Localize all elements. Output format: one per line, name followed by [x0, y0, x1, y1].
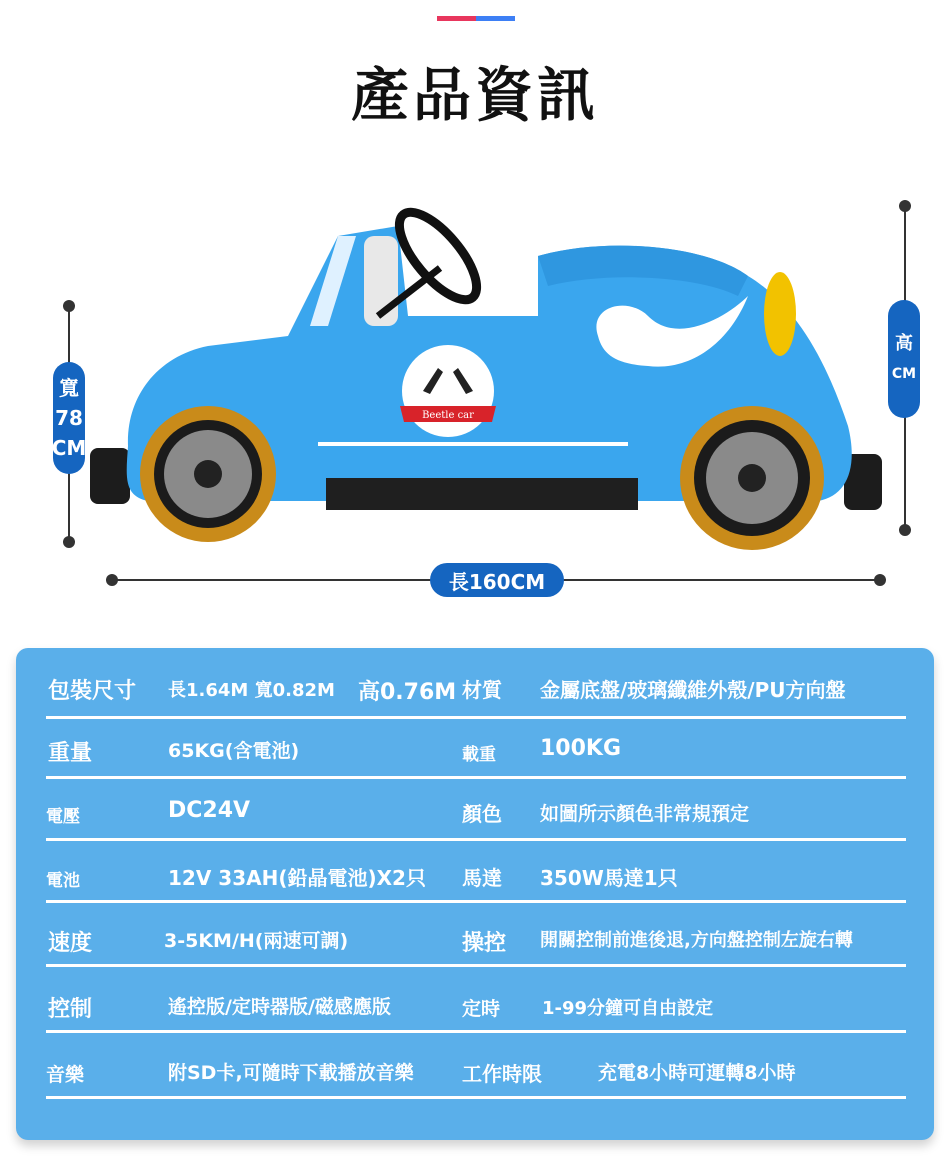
length-dimension-dot-right	[874, 574, 886, 586]
length-dimension-dot-left	[106, 574, 118, 586]
spec-label: 控制	[48, 997, 93, 1022]
spec-value: 開關控制前進後退,方向盤控制左旋右轉	[540, 930, 853, 951]
height-dimension-dot-top	[899, 200, 911, 212]
width-label-unit: CM	[51, 436, 87, 460]
length-label: 長160CM	[430, 563, 564, 597]
badge-text: Beetle car	[422, 410, 474, 421]
spec-label: 電壓	[46, 807, 80, 827]
spec-value: 12V 33AH(鉛晶電池)X2只	[168, 866, 426, 890]
spec-row	[46, 908, 906, 967]
spec-label: 音樂	[46, 1064, 85, 1086]
spec-value: 長1.64M 寬0.82M	[168, 680, 335, 701]
spec-label: 電池	[46, 871, 80, 891]
rear-wheel	[680, 406, 824, 550]
height-label	[888, 300, 920, 418]
spec-label: 馬達	[462, 866, 502, 890]
height-dimension-dot-bottom	[899, 524, 911, 536]
spec-value: 附SD卡,可隨時下載播放音樂	[168, 1062, 414, 1084]
spec-value: 100KG	[540, 736, 622, 761]
spec-value: 金屬底盤/玻璃纖維外殼/PU方向盤	[540, 678, 846, 702]
front-wheel	[140, 406, 276, 542]
spec-row	[46, 782, 906, 841]
spec-label: 顏色	[462, 802, 502, 826]
width-label-char: 寬	[59, 376, 79, 400]
spec-panel	[16, 648, 934, 1140]
car-illustration	[88, 196, 888, 556]
spec-label: 材質	[462, 678, 502, 702]
page-title: 產品資訊	[350, 61, 599, 129]
spec-row	[46, 660, 906, 719]
spec-label: 操控	[462, 931, 507, 956]
spec-value: 充電8小時可運轉8小時	[598, 1062, 796, 1084]
accent-bar-blue	[476, 16, 515, 21]
side-skirt	[326, 478, 638, 510]
spec-value: 350W馬達1只	[540, 866, 678, 890]
car-badge	[402, 345, 494, 437]
accent-bar	[437, 16, 515, 21]
headlight	[764, 272, 796, 356]
width-dimension-dot-top	[63, 300, 75, 312]
front-bumper	[90, 448, 130, 504]
accent-bar-red	[437, 16, 476, 21]
spec-value: DC24V	[168, 798, 251, 823]
spec-value: 如圖所示顏色非常規預定	[540, 803, 750, 825]
spec-row	[46, 720, 906, 779]
width-label-value: 78	[55, 406, 83, 430]
height-label-char: 高	[895, 333, 913, 354]
spec-value: 3-5KM/H(兩速可調)	[164, 930, 349, 952]
spec-value: 1-99分鐘可自由設定	[542, 998, 714, 1019]
spec-label: 包裝尺寸	[48, 679, 137, 704]
width-label	[53, 362, 85, 474]
width-dimension-dot-bottom	[63, 536, 75, 548]
spec-row	[46, 844, 906, 903]
spec-value: 遙控版/定時器版/磁感應版	[168, 996, 391, 1018]
spec-row	[46, 974, 906, 1033]
spec-label: 工作時限	[462, 1062, 542, 1086]
side-stripe	[318, 442, 628, 446]
spec-value: 65KG(含電池)	[168, 740, 300, 762]
spec-value-height: 高0.76M	[358, 680, 457, 705]
spec-label: 載重	[462, 745, 496, 765]
spec-label: 速度	[48, 931, 93, 956]
spec-label: 重量	[48, 741, 93, 766]
height-label-unit: CM	[891, 366, 917, 382]
spec-row	[46, 1040, 906, 1099]
spec-label: 定時	[462, 998, 501, 1020]
